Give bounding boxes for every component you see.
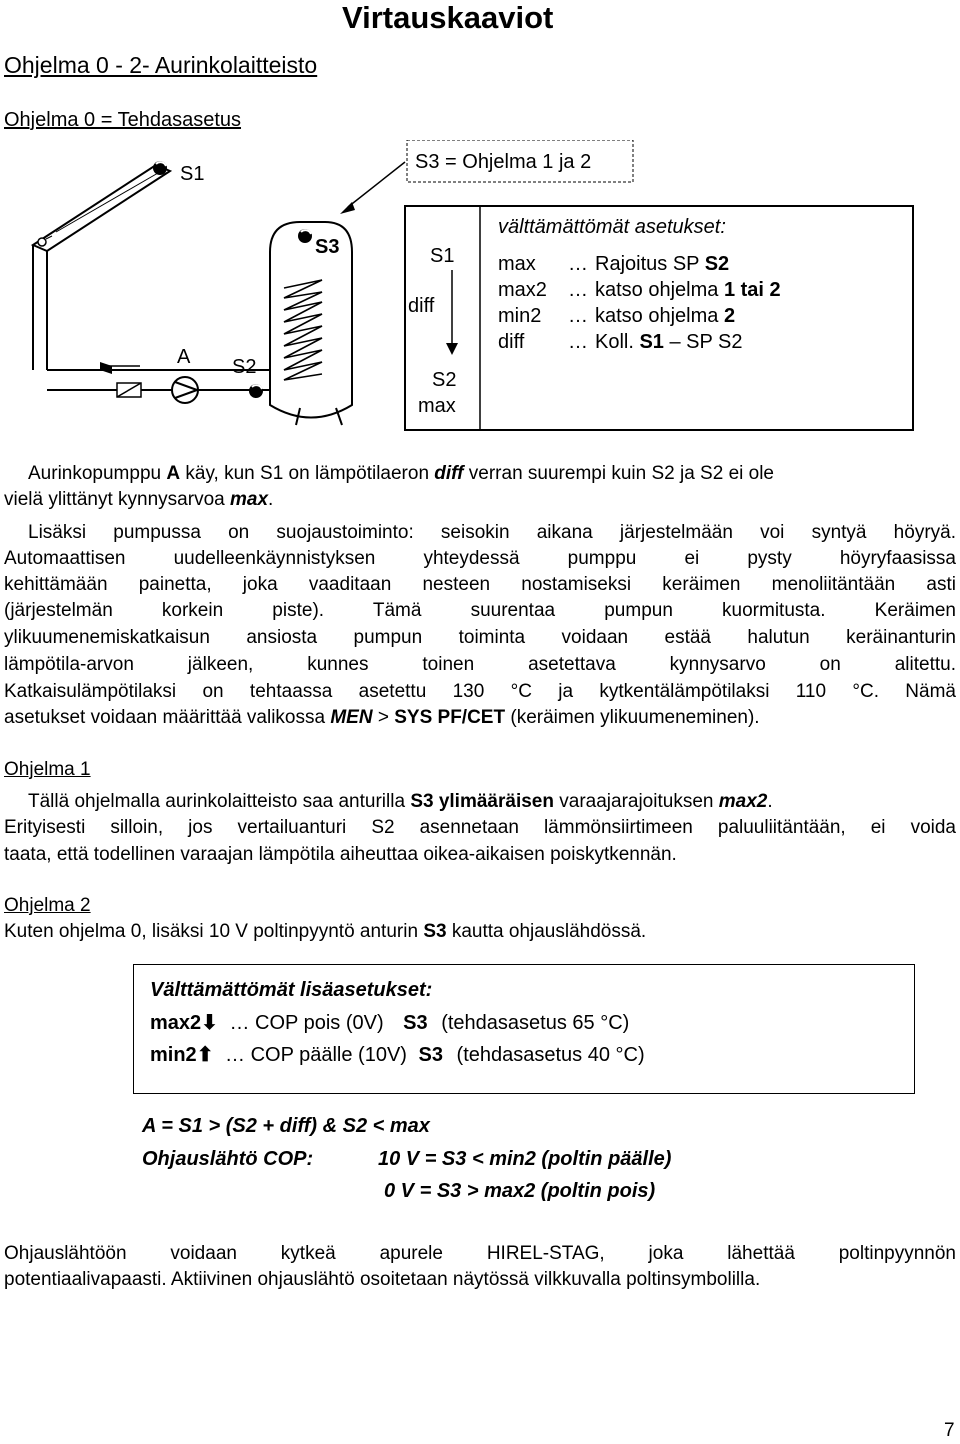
storage-tank <box>270 222 352 425</box>
formula-cop-on: 10 V = S3 < min2 (poltin päälle) <box>378 1148 672 1170</box>
sensor-s1-icon <box>153 161 167 175</box>
para2-line8: asetukset voidaan määrittää valikossa MEN > SYS PF/CET (keräimen ylikuumeneminen). <box>4 707 760 728</box>
sensor-s2-icon <box>249 384 263 398</box>
formula-pump: A = S1 > (S2 + diff) & S2 < max <box>142 1115 430 1137</box>
label-s2: S2 <box>232 356 257 378</box>
pump-icon <box>172 377 198 403</box>
svg-text:katso ohjelma 2: katso ohjelma 2 <box>595 305 736 327</box>
svg-text:katso ohjelma 1 tai 2: katso ohjelma 1 tai 2 <box>595 279 781 301</box>
para2-line2: Automaattisen uudelleenkäynnistyksen yhteydessä pumppu ei pysty höyryfaasissa <box>4 548 956 569</box>
min2-row: min2⬆ … COP päälle (10V) S3 (tehdasasetus 40 °C) <box>150 1044 645 1066</box>
factory-setting-heading: Ohjelma 0 = Tehdasasetus <box>4 109 242 131</box>
label-s3: S3 <box>315 236 340 258</box>
svg-text:min2: min2 <box>498 305 542 327</box>
settings-title: välttämättömät asetukset: <box>498 216 726 238</box>
formula-cop-label: Ohjauslähtö COP: <box>142 1148 314 1170</box>
para2-line7: Katkaisulämpötilaksi on tehtaassa asetettu 130 °C ja kytkentälämpötilaksi 110 °C. Nämä <box>4 681 956 702</box>
arrow-up-icon: ⬆ <box>196 1044 214 1066</box>
svg-text:…: … <box>568 253 588 275</box>
para2-line6: lämpötila-arvon jälkeen, kunnes toinen asetettava kynnysarvo on alitettu. <box>4 654 956 675</box>
svg-text:…: … <box>568 305 588 327</box>
para2-line1: Lisäksi pumpussa on suojaustoiminto: seisokin aikana järjestelmään voi syntyä höyryä. <box>28 522 956 543</box>
ohjelma1-line2: Erityisesti silloin, jos vertailuanturi S2 asennetaan lämmönsiirtimeen paluuliitäntään, ei voida <box>4 817 956 838</box>
page-title: Virtauskaaviot <box>342 0 554 35</box>
formula-cop-off: 0 V = S3 > max2 (poltin pois) <box>384 1180 656 1202</box>
svg-text:…: … <box>568 331 588 353</box>
ohjelma1-line1: Tällä ohjelmalla aurinkolaitteisto saa anturilla S3 ylimääräisen varaajarajoituksen max2. <box>28 791 773 812</box>
solar-collector <box>33 165 170 370</box>
additional-settings-title: Välttämättömät lisäasetukset: <box>150 979 433 1001</box>
ohjelma2-line1: Kuten ohjelma 0, lisäksi 10 V poltinpyyntö anturin S3 kautta ohjauslähdössä. <box>4 921 647 942</box>
settings-row-2 <box>498 279 781 301</box>
svg-text:max: max <box>498 253 536 275</box>
ctrl-s1: S1 <box>430 245 455 267</box>
flow-diagram <box>0 140 960 440</box>
flow-arrow-icon <box>100 362 112 374</box>
final-line2: potentiaalivapaasti. Aktiivinen ohjauslähtö osoitetaan näytössä vilkkuvalla poltinsymbolilla. <box>4 1269 761 1290</box>
settings-row-3 <box>498 305 735 327</box>
check-valve-icon <box>117 383 141 397</box>
svg-text:Koll. S1 – SP S2: Koll. S1 – SP S2 <box>595 331 743 353</box>
para1-line1: Aurinkopumppu A käy, kun S1 on lämpötilaeron diff verran suurempi kuin S2 ja S2 ei ole <box>28 463 774 484</box>
page-number: 7 <box>944 1420 955 1441</box>
settings-row-4 <box>498 331 743 353</box>
para1-line2: vielä ylittänyt kynnysarvoa max. <box>4 489 274 510</box>
max2-row: max2⬇ … COP pois (0V) S3 (tehdasasetus 65 °C) <box>150 1012 630 1034</box>
svg-text:diff: diff <box>498 331 525 353</box>
final-line1: Ohjauslähtöön voidaan kytkeä apurele HIREL-STAG, joka lähettää poltinpyynnön <box>4 1243 956 1264</box>
label-s1: S1 <box>180 163 205 185</box>
down-arrow-icon <box>446 343 458 355</box>
svg-text:Rajoitus SP S2: Rajoitus SP S2 <box>595 253 730 275</box>
para2-line4: (järjestelmän korkein piste). Tämä suurentaa pumpun kuormitusta. Keräimen <box>4 600 956 621</box>
para2-line5: ylikuumenemiskatkaisun ansiosta pumpun toiminta voidaan estää halutun keräinanturin <box>4 627 956 648</box>
arrow-down-icon: ⬇ <box>201 1012 218 1034</box>
sensor-s3-icon <box>298 229 312 243</box>
svg-text:max2: max2 <box>498 279 547 301</box>
svg-text:…: … <box>568 279 588 301</box>
ohjelma2-heading: Ohjelma 2 <box>4 895 91 916</box>
heat-exchanger-coil <box>284 280 322 380</box>
s3-note: S3 = Ohjelma 1 ja 2 <box>415 151 592 173</box>
para2-line3: kehittämään painetta, joka vaaditaan nesteen nostamiseksi keräimen menoliitäntään asti <box>4 574 956 595</box>
ctrl-diff: diff <box>408 295 435 317</box>
ctrl-s2: S2 <box>432 369 457 391</box>
ctrl-max: max <box>418 395 456 417</box>
program-heading: Ohjelma 0 - 2- Aurinkolaitteisto <box>4 52 318 78</box>
label-pump-a: A <box>177 346 191 368</box>
ohjelma1-heading: Ohjelma 1 <box>4 759 91 780</box>
settings-row-1 <box>498 253 729 275</box>
ohjelma1-line3: taata, että todellinen varaajan lämpötila aiheuttaa oikea-aikaisen poiskytkennän. <box>4 844 677 865</box>
